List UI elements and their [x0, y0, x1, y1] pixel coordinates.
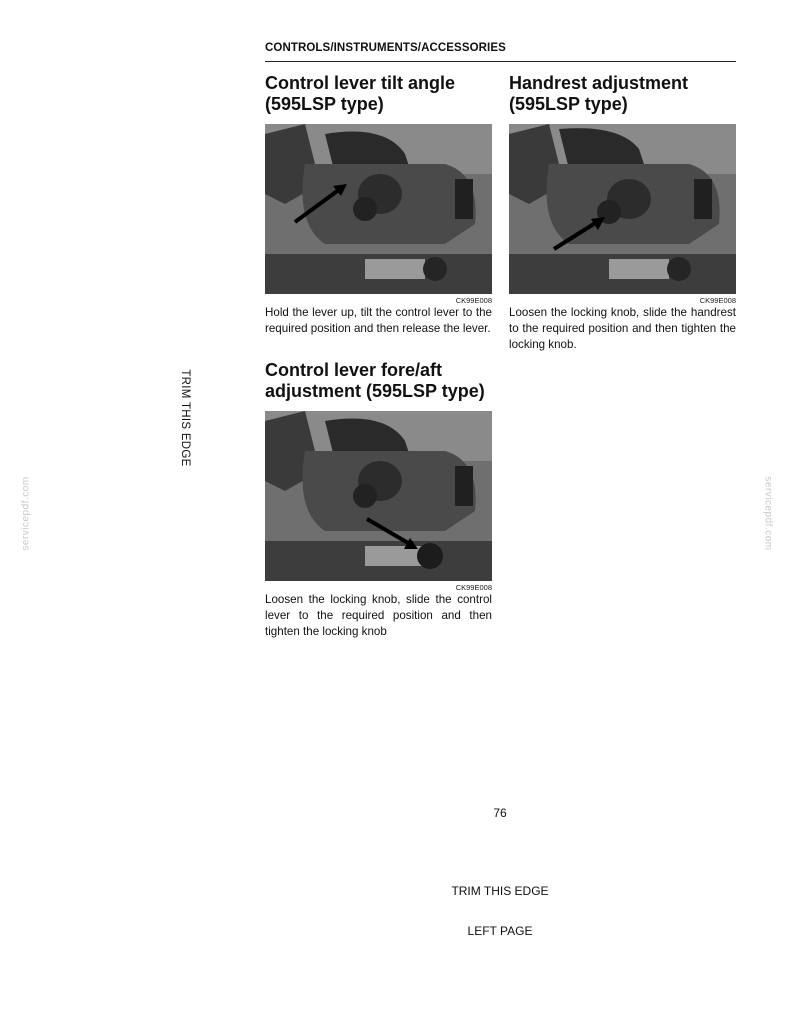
- left-page-label: LEFT PAGE: [467, 924, 533, 938]
- foreaft-photo: [265, 411, 492, 581]
- header-rule: [265, 61, 736, 62]
- tilt-title-line2: (595LSP type): [265, 94, 384, 114]
- tilt-title-line1: Control lever tilt angle: [265, 73, 456, 93]
- handrest-title-line1: Handrest adjustment: [509, 73, 689, 93]
- foreaft-figure-code: CK99E008: [455, 583, 492, 592]
- foreaft-section-title: [265, 360, 485, 402]
- tilt-section-title: [265, 73, 455, 115]
- tilt-body-text: Hold the lever up, tilt the control lever to the required position and then release the lever.: [265, 306, 492, 335]
- page-number: 76: [493, 806, 507, 820]
- foreaft-title-line1: Control lever fore/aft: [265, 360, 443, 380]
- handrest-section-title: [509, 73, 688, 115]
- handrest-figure-code: CK99E008: [699, 296, 736, 305]
- handrest-photo: [509, 124, 736, 294]
- watermark-left: servicepdf.com: [20, 476, 32, 551]
- foreaft-body-text: Loosen the locking knob, slide the control lever to the required position and then tighten the locking knob: [265, 593, 492, 638]
- section-header: CONTROLS/INSTRUMENTS/ACCESSORIES: [265, 42, 506, 54]
- trim-side-label: TRIM THIS EDGE: [179, 369, 191, 467]
- handrest-body-text: Loosen the locking knob, slide the handrest to the required position and then tighten the locking knob.: [509, 306, 736, 351]
- tilt-figure-code: CK99E008: [455, 296, 492, 305]
- tilt-photo: [265, 124, 492, 294]
- foreaft-title-line2: adjustment (595LSP type): [265, 381, 485, 401]
- watermark-right: servicepdf.com: [762, 476, 774, 551]
- handrest-title-line2: (595LSP type): [509, 94, 628, 114]
- trim-bottom-label: TRIM THIS EDGE: [451, 884, 549, 898]
